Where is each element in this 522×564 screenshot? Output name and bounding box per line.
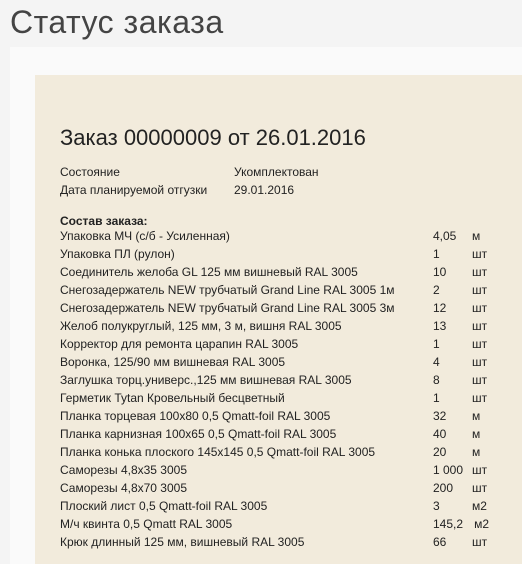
item-quantity: 40 xyxy=(433,427,447,441)
item-quantity: 20 xyxy=(433,445,447,459)
item-quantity: 2 xyxy=(433,283,440,297)
item-name: Упаковка ПЛ (рулон) xyxy=(60,247,175,261)
item-name: Саморезы 4,8х35 3005 xyxy=(60,463,188,477)
item-name: М/ч квинта 0,5 Qmatt RAL 3005 xyxy=(60,517,233,531)
order-item-row xyxy=(60,461,520,479)
item-name: Соединитель желоба GL 125 мм вишневый RAL 3005 xyxy=(60,265,358,279)
order-meta xyxy=(60,163,460,199)
order-item-row xyxy=(60,515,520,533)
order-item-row xyxy=(60,443,520,461)
item-unit: м xyxy=(472,427,481,441)
item-quantity: 4 xyxy=(433,355,440,369)
order-item-row xyxy=(60,425,520,443)
order-items-list xyxy=(60,227,520,551)
order-item-row xyxy=(60,335,520,353)
item-quantity: 1 xyxy=(433,337,440,351)
item-unit: шт xyxy=(472,481,488,495)
item-name: Крюк длинный 125 мм, вишневый RAL 3005 xyxy=(60,535,305,549)
order-item-row xyxy=(60,353,520,371)
item-name: Упаковка МЧ (с/б - Усиленная) xyxy=(60,229,230,243)
order-item-row xyxy=(60,479,520,497)
item-quantity: 32 xyxy=(433,409,447,423)
order-item-row xyxy=(60,245,520,263)
order-item-row xyxy=(60,497,520,515)
item-unit: шт xyxy=(472,463,488,477)
order-item-row xyxy=(60,389,520,407)
item-quantity: 1 000 xyxy=(433,463,464,477)
item-name: Снегозадержатель NEW трубчатый Grand Line RAL 3005 3м xyxy=(60,301,395,315)
item-name: Корректор для ремонта царапин RAL 3005 xyxy=(60,337,299,351)
item-unit: шт xyxy=(472,373,488,387)
item-unit: шт xyxy=(472,535,488,549)
item-quantity: 1 xyxy=(433,247,440,261)
item-name: Планка конька плоского 145х145 0,5 Qmatt-foil RAL 3005 xyxy=(60,445,376,459)
item-quantity: 200 xyxy=(433,481,454,495)
item-name: Снегозадержатель NEW трубчатый Grand Line RAL 3005 1м xyxy=(60,283,395,297)
item-unit: шт xyxy=(472,337,488,351)
item-unit: шт xyxy=(472,319,488,333)
page-title: Статус заказа xyxy=(10,4,224,40)
item-quantity: 4,05 xyxy=(433,229,457,243)
item-unit: шт xyxy=(472,247,488,261)
order-item-row xyxy=(60,299,520,317)
item-quantity: 145,2 xyxy=(433,517,464,531)
item-quantity: 1 xyxy=(433,391,440,405)
item-name: Плоский лист 0,5 Qmatt-foil RAL 3005 xyxy=(60,499,268,513)
order-item-row xyxy=(60,371,520,389)
item-name: Заглушка торц.универс.,125 мм вишневая RAL 3005 xyxy=(60,373,352,387)
item-name: Саморезы 4,8х70 3005 xyxy=(60,481,188,495)
shipment-date-label: Дата планируемой отгузки xyxy=(60,183,208,197)
order-item-row xyxy=(60,227,520,245)
order-title: Заказ 00000009 от 26.01.2016 xyxy=(60,125,366,150)
item-quantity: 13 xyxy=(433,319,447,333)
order-status-row xyxy=(60,163,460,181)
item-quantity: 66 xyxy=(433,535,447,549)
item-unit: м2 xyxy=(472,499,487,513)
item-quantity: 10 xyxy=(433,265,447,279)
order-item-row xyxy=(60,317,520,335)
item-name: Воронка, 125/90 мм вишневая RAL 3005 xyxy=(60,355,286,369)
status-value: Укомплектован xyxy=(234,165,319,179)
shipment-date-value: 29.01.2016 xyxy=(234,183,295,197)
item-name: Герметик Tytan Кровельный бесцветный xyxy=(60,391,285,405)
items-heading: Состав заказа: xyxy=(60,214,148,228)
item-quantity: 12 xyxy=(433,301,447,315)
shipment-date-row xyxy=(60,181,460,199)
item-unit: шт xyxy=(472,391,488,405)
order-item-row xyxy=(60,533,520,551)
item-unit: м xyxy=(472,445,481,459)
order-item-row xyxy=(60,263,520,281)
order-item-row xyxy=(60,407,520,425)
item-unit: м xyxy=(472,229,481,243)
order-panel xyxy=(35,75,522,564)
status-label: Состояние xyxy=(60,165,120,179)
item-name: Планка торцевая 100х80 0,5 Qmatt-foil RAL 3005 xyxy=(60,409,331,423)
item-name: Желоб полукруглый, 125 мм, 3 м, вишня RAL 3005 xyxy=(60,319,342,333)
item-name: Планка карнизная 100х65 0,5 Qmatt-foil RAL 3005 xyxy=(60,427,337,441)
item-unit: шт xyxy=(472,283,488,297)
item-unit: шт xyxy=(472,301,488,315)
order-item-row xyxy=(60,281,520,299)
item-quantity: 8 xyxy=(433,373,440,387)
item-unit: шт xyxy=(472,265,488,279)
item-quantity: 3 xyxy=(433,499,440,513)
item-unit: м2 xyxy=(474,517,489,531)
item-unit: м xyxy=(472,409,481,423)
item-unit: шт xyxy=(472,355,488,369)
